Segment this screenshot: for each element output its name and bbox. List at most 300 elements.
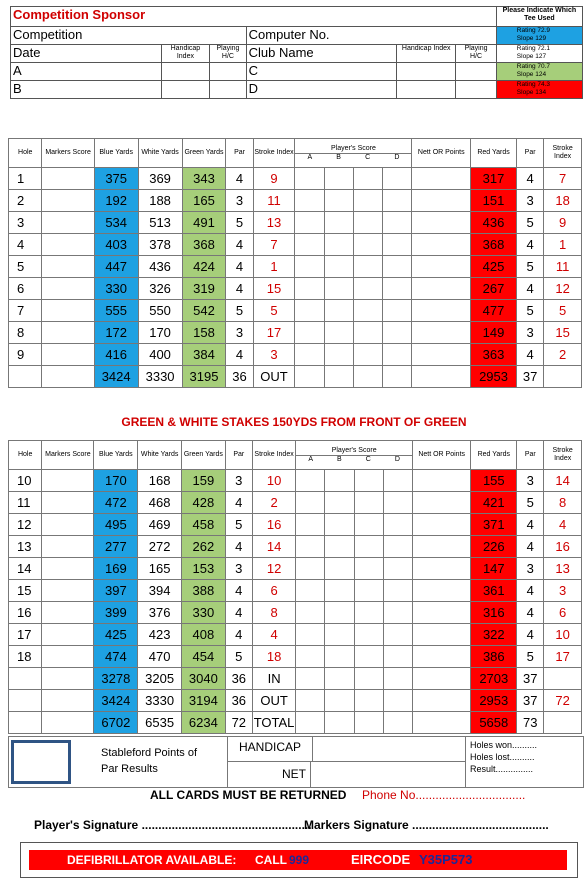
stroke-index: 4 [252,624,295,646]
stableford-text: Stableford Points of [101,747,198,759]
back-nine-table [8,440,582,734]
hole-number: 9 [9,344,42,366]
total-player-b-cell[interactable] [324,366,353,388]
markers-score-cell[interactable] [42,602,94,624]
player-d-score-cell[interactable] [383,514,412,536]
white-yards: 376 [138,602,182,624]
hole-row [9,212,582,234]
competition-field[interactable]: Competition [11,27,247,45]
total-red-stroke [544,712,582,734]
total-player-c-cell[interactable] [354,712,383,734]
players-score-label: Player's Score [296,447,412,456]
player-c-score-cell[interactable] [353,190,382,212]
hole-row [9,602,582,624]
nett-points-cell[interactable] [413,580,471,602]
player-b-score-cell[interactable] [325,602,354,624]
club-name-field[interactable]: Club Name [246,45,397,63]
total-player-d-cell[interactable] [383,690,412,712]
col-blue: Blue Yards [94,139,138,168]
player-a-score-cell[interactable] [295,234,324,256]
nett-points-cell[interactable] [412,300,471,322]
player-b-score-cell[interactable] [325,536,354,558]
white-yards: 400 [138,344,182,366]
nett-points-cell[interactable] [413,514,471,536]
header-table [10,6,583,99]
total-label: TOTAL [252,712,295,734]
total-nett-cell[interactable] [413,668,471,690]
stroke-index: 15 [253,278,295,300]
total-nett-cell[interactable] [413,712,471,734]
white-yards: 470 [138,646,182,668]
nett-points-cell[interactable] [413,624,471,646]
total-red: 2953 [471,690,517,712]
red-stroke-index: 1 [544,234,582,256]
player-c-score-cell[interactable] [354,646,383,668]
blue-yards: 399 [94,602,138,624]
player-d-score-cell[interactable] [383,168,412,190]
par: 3 [226,322,253,344]
player-b-score-cell[interactable] [324,300,353,322]
player-c-score-cell[interactable] [353,322,382,344]
holes-won[interactable]: Holes won.......... [470,740,538,750]
player-d-score-cell[interactable] [383,624,412,646]
total-nett-cell[interactable] [412,366,471,388]
col-players [295,139,412,168]
white-yards: 469 [138,514,182,536]
stableford-box[interactable] [11,740,71,784]
white-yards: 423 [138,624,182,646]
markers-score-cell[interactable] [42,558,94,580]
player-b-score-cell[interactable] [324,322,353,344]
player-a-hc[interactable] [161,63,210,81]
player-a-phc[interactable] [210,63,246,81]
player-b-score-cell[interactable] [324,256,353,278]
phone-field[interactable]: Phone No................................. [362,788,526,802]
player-b-score-cell[interactable] [324,344,353,366]
stroke-index: 12 [252,558,295,580]
green-yards: 319 [182,278,226,300]
blue-yards: 555 [94,300,138,322]
green-yards: 368 [182,234,226,256]
total-red-stroke [544,366,582,388]
nett-points-cell[interactable] [413,602,471,624]
green-yards: 454 [181,646,225,668]
blue-yards: 425 [94,624,138,646]
markers-score-cell[interactable] [42,492,94,514]
total-blank [9,668,42,690]
player-d-score-cell[interactable] [383,190,412,212]
player-b-score-cell[interactable] [325,624,354,646]
total-markers-cell[interactable] [42,690,94,712]
player-d-field[interactable]: D [246,81,397,99]
markers-score-cell[interactable] [42,322,94,344]
date-field[interactable]: Date [11,45,162,63]
player-a-score-cell[interactable] [295,168,324,190]
markers-score-cell[interactable] [42,536,94,558]
nett-points-cell[interactable] [412,212,471,234]
player-a-score-cell[interactable] [296,580,325,602]
hole-row [9,492,582,514]
green-yards: 158 [182,322,226,344]
total-red: 2703 [471,668,517,690]
red-par: 3 [517,470,544,492]
green-yards: 153 [181,558,225,580]
markers-score-cell[interactable] [42,278,94,300]
stroke-index: 6 [252,580,295,602]
nett-points-cell[interactable] [412,234,471,256]
player-c-score-cell[interactable] [354,558,383,580]
player-d-score-cell[interactable] [383,322,412,344]
player-a-score-cell[interactable] [296,536,325,558]
red-par: 5 [517,492,544,514]
player-d-score-cell[interactable] [383,646,412,668]
markers-score-cell[interactable] [42,344,94,366]
red-par: 4 [517,536,544,558]
player-c-score-cell[interactable] [353,300,382,322]
green-yards: 408 [181,624,225,646]
player-d-score-cell[interactable] [383,212,412,234]
red-stroke-index: 2 [544,344,582,366]
player-d-score-cell[interactable] [383,558,412,580]
total-red-par: 37 [517,668,544,690]
player-d-score-cell[interactable] [383,234,412,256]
red-yards: 151 [471,190,517,212]
total-player-c-cell[interactable] [353,366,382,388]
player-c-score-cell[interactable] [354,602,383,624]
hole-row [9,300,582,322]
blue-yards: 416 [94,344,138,366]
player-d-phc[interactable] [456,81,496,99]
total-green: 3040 [181,668,225,690]
red-par: 5 [517,646,544,668]
player-d-score-cell[interactable] [383,256,412,278]
red-yards: 477 [471,300,517,322]
hole-row [9,624,582,646]
player-c-score-cell[interactable] [353,278,382,300]
tee-green-rating: Rating 70.7 [516,63,551,70]
stroke-index: 3 [253,344,295,366]
player-c-hc[interactable] [397,63,456,81]
player-d-score-cell[interactable] [383,580,412,602]
tee-red[interactable] [496,81,582,99]
player-a-score-cell[interactable] [296,602,325,624]
nett-points-cell[interactable] [413,536,471,558]
player-b-score-cell[interactable] [325,646,354,668]
player-b-score-cell[interactable] [325,514,354,536]
player-b-score-cell[interactable] [325,492,354,514]
blue-yards: 277 [94,536,138,558]
blue-yards: 397 [94,580,138,602]
defib-banner [29,850,567,870]
par: 3 [225,558,252,580]
playing-hc-label: Playing H/C [210,45,246,63]
player-a-score-cell[interactable] [295,278,324,300]
total-player-d-cell[interactable] [383,712,412,734]
player-b-hc[interactable] [161,81,210,99]
player-signature[interactable]: Player's Signature ................................................... [34,818,312,832]
player-c-phc[interactable] [456,63,496,81]
total-player-b-cell[interactable] [325,668,354,690]
total-blank [9,712,42,734]
blue-yards: 330 [94,278,138,300]
player-c-score-cell[interactable] [354,580,383,602]
red-stroke-index: 11 [544,256,582,278]
holes-lost[interactable]: Holes lost.......... [470,752,535,762]
col-nett: Nett OR Points [412,139,471,168]
green-yards: 343 [182,168,226,190]
red-yards: 371 [471,514,517,536]
green-yards: 458 [181,514,225,536]
total-nett-cell[interactable] [413,690,471,712]
player-b-score-cell[interactable] [325,580,354,602]
player-c-score-cell[interactable] [353,344,382,366]
markers-score-cell[interactable] [42,234,94,256]
total-player-b-cell[interactable] [325,712,354,734]
par: 4 [225,602,252,624]
player-c-score-cell[interactable] [354,514,383,536]
red-yards: 425 [471,256,517,278]
nett-points-cell[interactable] [412,278,471,300]
total-par: 36 [226,366,253,388]
column-header-row [9,441,582,470]
markers-score-cell[interactable] [42,190,94,212]
hole-number: 8 [9,322,42,344]
white-yards: 188 [138,190,182,212]
stroke-index: 1 [253,256,295,278]
red-stroke-index: 13 [544,558,582,580]
markers-score-cell[interactable] [42,256,94,278]
total-red-stroke: 72 [544,690,582,712]
player-b-field[interactable]: B [11,81,162,99]
nett-points-cell[interactable] [413,492,471,514]
par: 4 [225,536,252,558]
nett-points-cell[interactable] [413,558,471,580]
red-par: 4 [517,514,544,536]
player-c-score-cell[interactable] [354,536,383,558]
player-a-score-cell[interactable] [296,624,325,646]
total-player-c-cell[interactable] [354,668,383,690]
par: 5 [226,300,253,322]
player-a-score-cell[interactable] [296,558,325,580]
total-player-a-cell[interactable] [296,690,325,712]
total-player-a-cell[interactable] [295,366,324,388]
tee-blue-rating: Rating 72.9 [516,27,551,34]
player-d-hc[interactable] [397,81,456,99]
total-markers-cell[interactable] [42,712,94,734]
player-c-score-cell[interactable] [353,234,382,256]
player-a-score-cell[interactable] [296,514,325,536]
nett-points-cell[interactable] [412,344,471,366]
red-yards: 368 [471,234,517,256]
nett-points-cell[interactable] [413,646,471,668]
hole-row [9,322,582,344]
hole-number: 1 [9,168,42,190]
total-blank [9,366,42,388]
total-green: 6234 [181,712,225,734]
nett-points-cell[interactable] [412,322,471,344]
hole-number: 2 [9,190,42,212]
hole-number: 11 [9,492,42,514]
player-a-score-cell[interactable] [295,322,324,344]
markers-score-cell[interactable] [42,300,94,322]
player-a-score-cell[interactable] [296,492,325,514]
player-a-score-cell[interactable] [295,212,324,234]
player-a-score-cell[interactable] [295,256,324,278]
white-yards: 378 [138,234,182,256]
computer-no-field[interactable]: Computer No. [246,27,496,45]
player-d-score-cell[interactable] [383,492,412,514]
player-c-score-cell[interactable] [353,256,382,278]
total-red-par: 73 [517,712,544,734]
markers-score-cell[interactable] [42,470,94,492]
markers-score-cell[interactable] [42,580,94,602]
player-a-score-cell[interactable] [295,300,324,322]
player-c-field[interactable]: C [246,63,397,81]
grand-total-row [9,712,582,734]
tee-white[interactable] [496,45,582,63]
red-par: 3 [517,190,544,212]
player-b-score-cell[interactable] [324,278,353,300]
par: 5 [225,646,252,668]
red-par: 4 [517,580,544,602]
markers-score-cell[interactable] [42,212,94,234]
total-player-b-cell[interactable] [325,690,354,712]
red-par: 3 [517,558,544,580]
player-c-score-cell[interactable] [354,470,383,492]
player-b-phc[interactable] [210,81,246,99]
markers-score-cell[interactable] [42,624,94,646]
result[interactable]: Result............... [470,764,534,774]
player-d-score-cell[interactable] [383,344,412,366]
player-a-score-cell[interactable] [295,344,324,366]
white-yards: 165 [138,558,182,580]
player-b-score-cell[interactable] [324,212,353,234]
player-b-score-cell[interactable] [325,470,354,492]
par: 3 [225,470,252,492]
player-c-score-cell[interactable] [353,168,382,190]
player-b-score-cell[interactable] [324,168,353,190]
col-white: White Yards [138,139,182,168]
total-markers-cell[interactable] [42,668,94,690]
nett-points-cell[interactable] [412,256,471,278]
total-player-a-cell[interactable] [296,712,325,734]
red-yards: 147 [471,558,517,580]
total-white: 6535 [138,712,182,734]
nett-points-cell[interactable] [412,190,471,212]
player-a-score-cell[interactable] [295,190,324,212]
handicap-value[interactable] [311,737,465,762]
red-par: 4 [517,602,544,624]
blue-yards: 192 [94,190,138,212]
col-par: Par [225,441,252,470]
markers-score-cell[interactable] [42,168,94,190]
hole-row [9,470,582,492]
hole-row [9,558,582,580]
blue-yards: 403 [94,234,138,256]
hole-row [9,190,582,212]
red-stroke-index: 9 [544,212,582,234]
total-label: OUT [253,366,295,388]
stroke-index: 14 [252,536,295,558]
tee-note: Please Indicate Which Tee Used [496,7,582,27]
blue-yards: 169 [94,558,138,580]
white-yards: 468 [138,492,182,514]
stroke-index: 5 [253,300,295,322]
marker-signature[interactable]: Markers Signature ......................................... [304,818,549,832]
total-red: 2953 [471,366,517,388]
red-par: 4 [517,234,544,256]
par: 5 [225,514,252,536]
player-b-score-cell[interactable] [324,190,353,212]
player-d-score-cell[interactable] [383,278,412,300]
net-label: NET [227,762,311,787]
player-d-score-cell[interactable] [383,470,412,492]
out-total-row [9,690,582,712]
nett-points-cell[interactable] [412,168,471,190]
white-yards: 170 [138,322,182,344]
player-b-letter: B [337,455,342,463]
total-markers-cell[interactable] [42,366,94,388]
markers-score-cell[interactable] [42,514,94,536]
red-stroke-index: 4 [544,514,582,536]
player-d-score-cell[interactable] [383,300,412,322]
red-stroke-index: 14 [544,470,582,492]
red-stroke-index: 3 [544,580,582,602]
player-a-score-cell[interactable] [296,470,325,492]
total-red: 5658 [471,712,517,734]
white-yards: 326 [138,278,182,300]
stroke-index: 18 [252,646,295,668]
player-c-score-cell[interactable] [353,212,382,234]
green-yards: 491 [182,212,226,234]
hole-number: 10 [9,470,42,492]
player-a-letter: A [308,455,313,463]
total-player-a-cell[interactable] [296,668,325,690]
player-d-score-cell[interactable] [383,602,412,624]
par: 4 [226,344,253,366]
player-b-score-cell[interactable] [324,234,353,256]
nett-points-cell[interactable] [413,470,471,492]
total-red-stroke [544,668,582,690]
player-c-letter: C [365,455,371,463]
markers-score-cell[interactable] [42,646,94,668]
red-stroke-index: 5 [544,300,582,322]
tee-blue[interactable] [496,27,582,45]
sponsor-label: Competition Sponsor [11,7,497,27]
stroke-index: 7 [253,234,295,256]
col-green: Green Yards [182,139,226,168]
total-player-c-cell[interactable] [354,690,383,712]
blue-yards: 447 [94,256,138,278]
player-b-score-cell[interactable] [325,558,354,580]
total-player-d-cell[interactable] [383,668,412,690]
player-d-score-cell[interactable] [383,536,412,558]
white-yards: 369 [138,168,182,190]
player-c-score-cell[interactable] [354,624,383,646]
red-yards: 226 [471,536,517,558]
tee-green[interactable] [496,63,582,81]
player-a-field[interactable]: A [11,63,162,81]
handicap-index-label-2: Handicap Index [397,45,456,63]
player-a-score-cell[interactable] [296,646,325,668]
defib-box [20,842,578,878]
stroke-index: 17 [253,322,295,344]
total-player-d-cell[interactable] [383,366,412,388]
red-yards: 317 [471,168,517,190]
col-white: White Yards [138,441,182,470]
player-c-score-cell[interactable] [354,492,383,514]
total-green: 3194 [181,690,225,712]
